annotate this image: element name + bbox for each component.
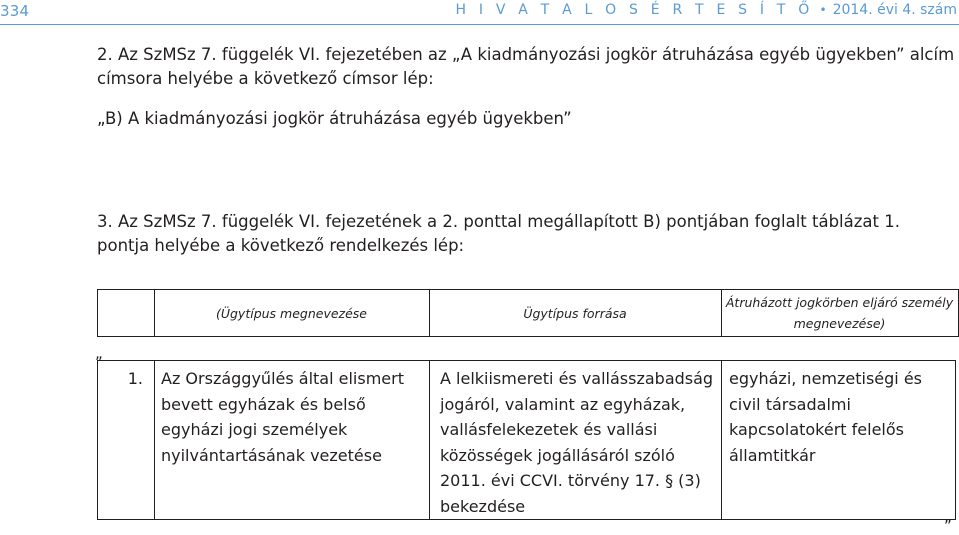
bullet-separator: • (819, 3, 827, 17)
page-number: 334 (0, 2, 30, 20)
open-quote-mark: „ (95, 344, 103, 362)
cell-delegate: egyházi, nemzetiségi és civil társadalmi kapcsolatokért felelős államtitkár (729, 369, 923, 465)
header-rule (0, 24, 959, 25)
new-heading-quote: „B) A kiadmányozási jogkör átruházása egyéb ügyekben” (97, 109, 572, 128)
table-header-blank (97, 289, 155, 337)
journal-header (455, 2, 957, 18)
column-divider (721, 360, 722, 520)
journal-issue: 2014. évi 4. szám (832, 2, 957, 18)
table-header-case-type: (Ügytípus megnevezése (154, 289, 430, 337)
cell-case-type: Az Országgyűlés által elismert bevett egyházak és belső egyházi jogi személyek nyilvántartásának vezetése (161, 369, 404, 465)
paragraph-2: 2. Az SzMSz 7. függelék VI. fejezetében az „A kiadmányozási jogkör átruházása egyéb ügyekben” alcím címsora helyébe a következő címsor lép: (97, 45, 955, 88)
column-divider (154, 360, 155, 520)
journal-title: H I V A T A L O S É R T E S Í T Ő (455, 2, 814, 18)
table-header-case-source: Ügytípus forrása (429, 289, 722, 337)
cell-case-source: A lelkiismereti és vallásszabadság jogáról, valamint az egyházak, vallásfelekezetek és vallási közösségek jogállásáról szóló 2011. évi CCVI. törvény 17. § (3) bekezdése (440, 369, 714, 516)
paragraph-3: 3. Az SzMSz 7. függelék VI. fejezetének a 2. ponttal megállapított B) pontjában foglalt táblázat 1. pontja helyébe a következő rendelkezés lép: (97, 212, 900, 255)
table-header-delegate: Átruházott jogkörben eljáró személy megnevezése) (721, 289, 959, 337)
row-number: 1. (127, 369, 143, 388)
close-quote-mark: ” (944, 517, 952, 535)
column-divider (429, 360, 430, 520)
